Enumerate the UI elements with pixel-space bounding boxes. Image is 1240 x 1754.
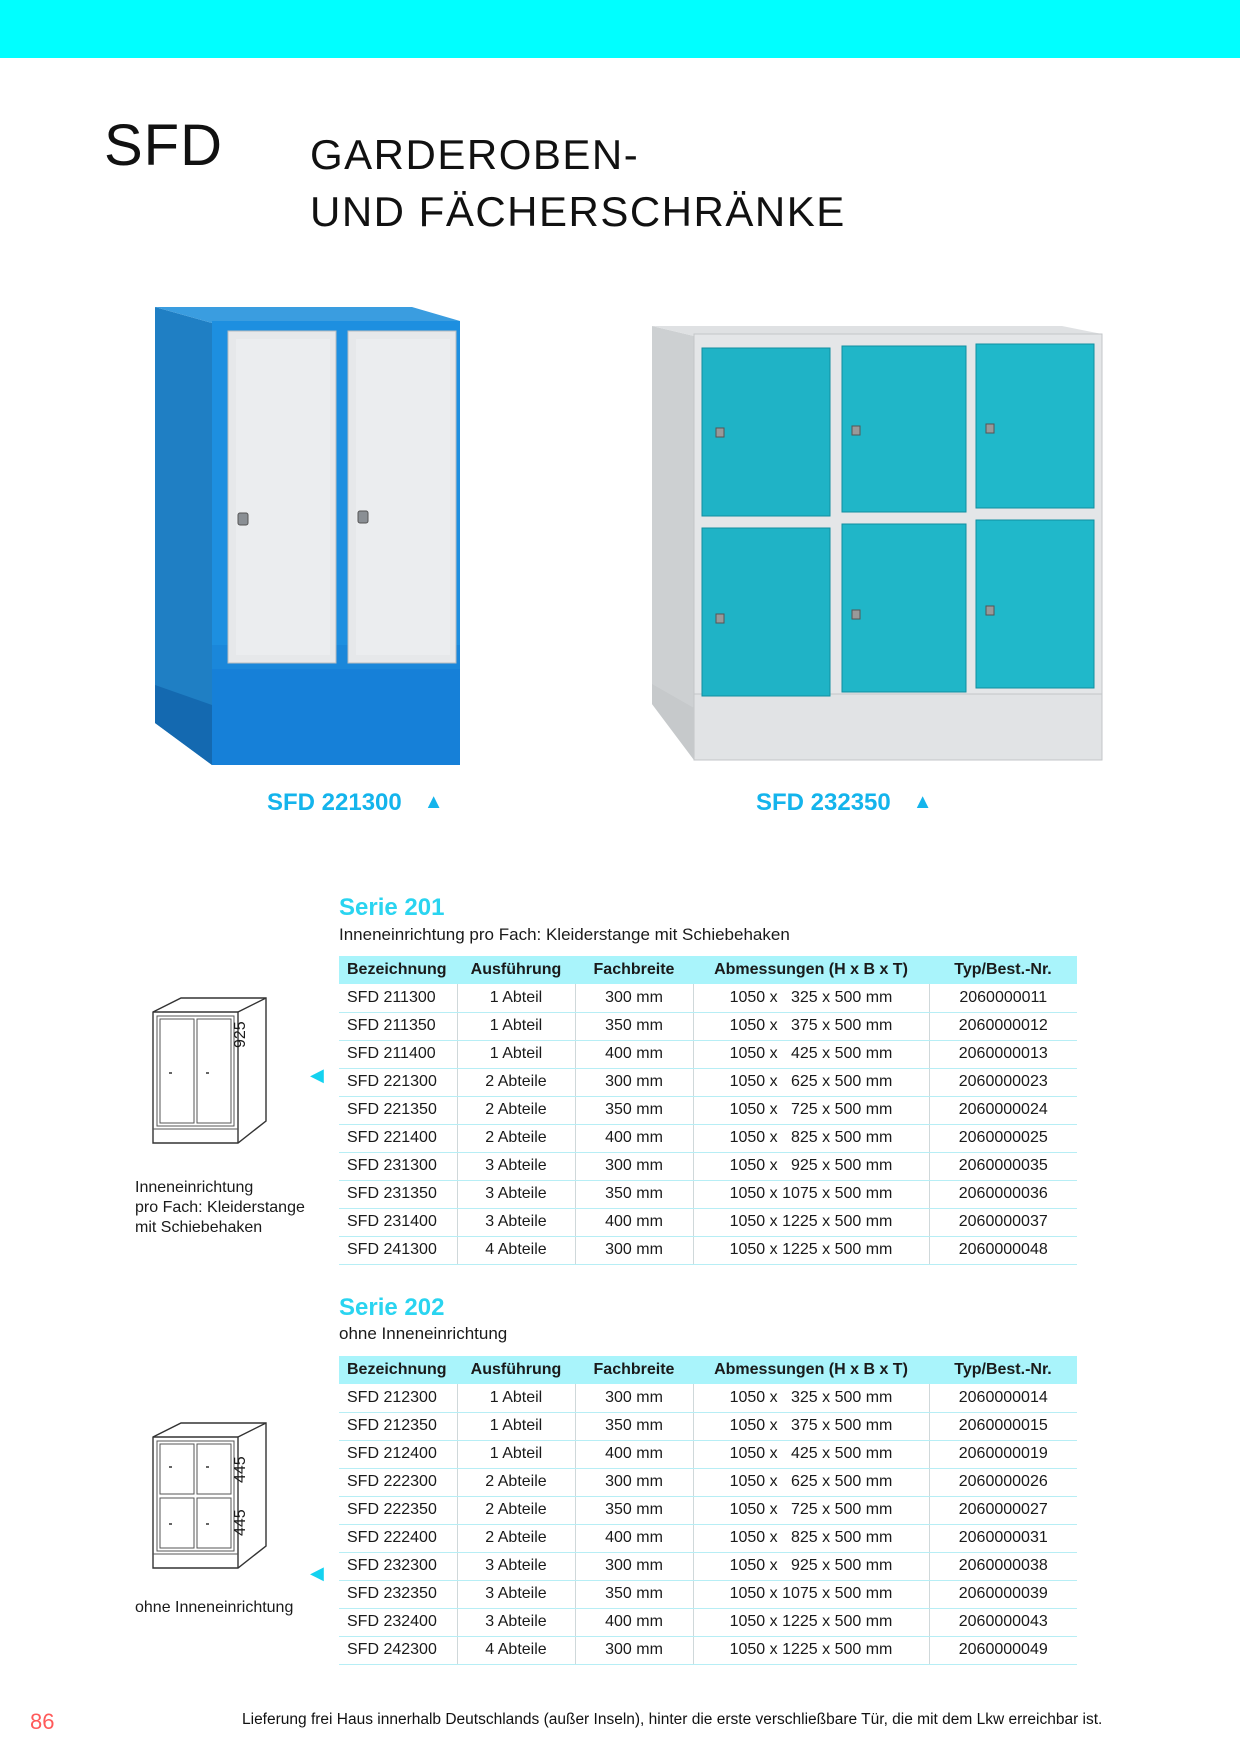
table-cell: 2060000026 — [929, 1468, 1077, 1496]
table-cell: 300 mm — [575, 1384, 693, 1412]
table-cell: SFD 221300 — [339, 1068, 457, 1096]
side-note-line: ohne Inneneinrichtung — [135, 1599, 294, 1616]
table-row — [339, 1580, 1077, 1608]
title-line-2: UND FÄCHERSCHRÄNKE — [310, 188, 846, 235]
table-cell: 300 mm — [575, 1552, 693, 1580]
table-cell: 400 mm — [575, 1608, 693, 1636]
serie-202-side-note — [135, 1598, 293, 1618]
table-row — [339, 1208, 1077, 1236]
table-cell: 1 Abteil — [457, 1412, 575, 1440]
dimension-label-925: 925 — [232, 1021, 249, 1048]
table-cell: 1050 x 375 x 500 mm — [693, 1012, 929, 1040]
serie-202-table — [339, 1356, 1077, 1665]
table-row — [339, 1068, 1077, 1096]
product-caption-2-label: SFD 232350 — [756, 789, 891, 816]
table-header-row — [339, 956, 1077, 984]
serie-201-side-note — [135, 1178, 305, 1238]
table-cell: 2060000036 — [929, 1180, 1077, 1208]
table-cell: 2060000039 — [929, 1580, 1077, 1608]
table-cell: 2060000013 — [929, 1040, 1077, 1068]
table-cell: 400 mm — [575, 1208, 693, 1236]
top-accent-bar — [0, 0, 1240, 58]
table-row — [339, 984, 1077, 1012]
table-row — [339, 1608, 1077, 1636]
column-header: Abmessungen (H x B x T) — [693, 956, 929, 984]
table-cell: 300 mm — [575, 1636, 693, 1664]
schematic-serie-202 — [150, 1420, 275, 1572]
pointer-left-icon: ◀ — [310, 1065, 324, 1085]
table-cell: SFD 231400 — [339, 1208, 457, 1236]
triangle-up-icon: ▲ — [912, 791, 933, 813]
table-cell: 2 Abteile — [457, 1068, 575, 1096]
triangle-up-icon: ▲ — [423, 791, 444, 813]
table-cell: 1 Abteil — [457, 1012, 575, 1040]
column-header: Fachbreite — [575, 1356, 693, 1384]
table-cell: SFD 242300 — [339, 1636, 457, 1664]
table-cell: 4 Abteile — [457, 1236, 575, 1264]
table-cell: 2060000023 — [929, 1068, 1077, 1096]
table-cell: SFD 232300 — [339, 1552, 457, 1580]
table-cell: 2060000043 — [929, 1608, 1077, 1636]
side-note-line: mit Schiebehaken — [135, 1219, 263, 1236]
table-cell: 1050 x 1075 x 500 mm — [693, 1580, 929, 1608]
serie-202-subtitle: ohne Inneneinrichtung — [339, 1324, 508, 1343]
table-cell: 2 Abteile — [457, 1468, 575, 1496]
table-cell: 1050 x 325 x 500 mm — [693, 1384, 929, 1412]
table-cell: 300 mm — [575, 1068, 693, 1096]
table-cell: SFD 232400 — [339, 1608, 457, 1636]
table-cell: 2 Abteile — [457, 1524, 575, 1552]
table-cell: 2060000011 — [929, 984, 1077, 1012]
table-cell: 2060000024 — [929, 1096, 1077, 1124]
footer-delivery-note: Lieferung frei Haus innerhalb Deutschlands (außer Inseln), hinter die erste verschließbare Tür, die mit dem Lkw erreichbar ist. — [242, 1711, 1103, 1728]
table-cell: 1050 x 1225 x 500 mm — [693, 1636, 929, 1664]
table-cell: 1050 x 625 x 500 mm — [693, 1468, 929, 1496]
serie-201-subtitle: Inneneinrichtung pro Fach: Kleiderstange mit Schiebehaken — [339, 925, 790, 944]
product-code-title: SFD — [104, 113, 223, 178]
column-header: Bezeichnung — [339, 956, 457, 984]
product-caption-1-label: SFD 221300 — [267, 789, 402, 816]
table-cell: 3 Abteile — [457, 1580, 575, 1608]
table-cell: SFD 232350 — [339, 1580, 457, 1608]
table-cell: 2060000012 — [929, 1012, 1077, 1040]
table-cell: 1050 x 725 x 500 mm — [693, 1096, 929, 1124]
table-cell: 400 mm — [575, 1040, 693, 1068]
table-cell: SFD 211300 — [339, 984, 457, 1012]
table-cell: 3 Abteile — [457, 1208, 575, 1236]
table-cell: 2060000037 — [929, 1208, 1077, 1236]
table-cell: 400 mm — [575, 1524, 693, 1552]
table-cell: 300 mm — [575, 1468, 693, 1496]
dimension-label-upper: 445 — [232, 1456, 249, 1483]
table-cell: SFD 221350 — [339, 1096, 457, 1124]
table-cell: 350 mm — [575, 1096, 693, 1124]
table-cell: 2060000019 — [929, 1440, 1077, 1468]
table-cell: SFD 211350 — [339, 1012, 457, 1040]
table-cell: 3 Abteile — [457, 1608, 575, 1636]
table-cell: SFD 241300 — [339, 1236, 457, 1264]
table-cell: 350 mm — [575, 1180, 693, 1208]
table-row — [339, 1552, 1077, 1580]
schematic-serie-201 — [150, 995, 275, 1147]
table-cell: 2060000035 — [929, 1152, 1077, 1180]
title-line-1: GARDEROBEN- — [310, 131, 640, 178]
table-cell: SFD 221400 — [339, 1124, 457, 1152]
table-cell: 350 mm — [575, 1496, 693, 1524]
table-cell: 1 Abteil — [457, 1384, 575, 1412]
table-cell: 350 mm — [575, 1012, 693, 1040]
column-header: Fachbreite — [575, 956, 693, 984]
table-cell: SFD 231350 — [339, 1180, 457, 1208]
table-row — [339, 1412, 1077, 1440]
table-row — [339, 1496, 1077, 1524]
table-cell: 1050 x 925 x 500 mm — [693, 1152, 929, 1180]
column-header: Bezeichnung — [339, 1356, 457, 1384]
table-cell: SFD 231300 — [339, 1152, 457, 1180]
table-cell: 4 Abteile — [457, 1636, 575, 1664]
page-title — [310, 126, 846, 240]
table-cell: 350 mm — [575, 1580, 693, 1608]
product-image-sfd-232350 — [652, 324, 1104, 764]
serie-201-title: Serie 201 — [339, 894, 445, 921]
table-cell: 1050 x 325 x 500 mm — [693, 984, 929, 1012]
table-cell: 3 Abteile — [457, 1180, 575, 1208]
table-cell: 1050 x 825 x 500 mm — [693, 1124, 929, 1152]
serie-201-table — [339, 956, 1077, 1265]
table-cell: 2060000048 — [929, 1236, 1077, 1264]
table-cell: 1050 x 825 x 500 mm — [693, 1524, 929, 1552]
table-cell: 1 Abteil — [457, 1040, 575, 1068]
table-cell: 350 mm — [575, 1412, 693, 1440]
table-cell: 3 Abteile — [457, 1152, 575, 1180]
column-header: Typ/Best.-Nr. — [929, 956, 1077, 984]
table-cell: 300 mm — [575, 1152, 693, 1180]
column-header: Ausführung — [457, 1356, 575, 1384]
table-cell: SFD 212350 — [339, 1412, 457, 1440]
table-cell: 2060000027 — [929, 1496, 1077, 1524]
table-row — [339, 1096, 1077, 1124]
table-row — [339, 1040, 1077, 1068]
table-cell: 1050 x 625 x 500 mm — [693, 1068, 929, 1096]
product-caption-1 — [267, 789, 444, 817]
table-cell: 2060000014 — [929, 1384, 1077, 1412]
table-row — [339, 1384, 1077, 1412]
table-cell: 1050 x 1075 x 500 mm — [693, 1180, 929, 1208]
table-cell: 2060000031 — [929, 1524, 1077, 1552]
table-cell: 3 Abteile — [457, 1552, 575, 1580]
table-cell: 1050 x 925 x 500 mm — [693, 1552, 929, 1580]
table-cell: 1 Abteil — [457, 1440, 575, 1468]
table-row — [339, 1636, 1077, 1664]
table-cell: 2060000049 — [929, 1636, 1077, 1664]
column-header: Typ/Best.-Nr. — [929, 1356, 1077, 1384]
dimension-label-lower: 445 — [232, 1509, 249, 1536]
table-row — [339, 1180, 1077, 1208]
table-cell: SFD 212300 — [339, 1384, 457, 1412]
side-note-line: pro Fach: Kleiderstange — [135, 1199, 305, 1216]
column-header: Abmessungen (H x B x T) — [693, 1356, 929, 1384]
side-note-line: Inneneinrichtung — [135, 1179, 254, 1196]
table-cell: SFD 212400 — [339, 1440, 457, 1468]
table-header-row — [339, 1356, 1077, 1384]
serie-202-title: Serie 202 — [339, 1294, 445, 1321]
product-image-sfd-221300 — [150, 305, 470, 771]
table-row — [339, 1152, 1077, 1180]
product-caption-2 — [756, 789, 933, 817]
pointer-left-icon: ◀ — [310, 1563, 324, 1583]
table-row — [339, 1236, 1077, 1264]
table-row — [339, 1524, 1077, 1552]
table-row — [339, 1012, 1077, 1040]
table-cell: 300 mm — [575, 1236, 693, 1264]
table-cell: 1 Abteil — [457, 984, 575, 1012]
table-cell: 2060000015 — [929, 1412, 1077, 1440]
table-cell: SFD 211400 — [339, 1040, 457, 1068]
table-row — [339, 1124, 1077, 1152]
table-cell: 2060000038 — [929, 1552, 1077, 1580]
table-cell: 1050 x 1225 x 500 mm — [693, 1608, 929, 1636]
table-cell: SFD 222400 — [339, 1524, 457, 1552]
table-row — [339, 1468, 1077, 1496]
table-cell: 2 Abteile — [457, 1496, 575, 1524]
serie-202-rows — [339, 1384, 1077, 1664]
table-cell: 1050 x 1225 x 500 mm — [693, 1208, 929, 1236]
column-header: Ausführung — [457, 956, 575, 984]
table-cell: 2 Abteile — [457, 1096, 575, 1124]
table-cell: 2060000025 — [929, 1124, 1077, 1152]
table-cell: 2 Abteile — [457, 1124, 575, 1152]
table-cell: 400 mm — [575, 1440, 693, 1468]
table-cell: 300 mm — [575, 984, 693, 1012]
table-cell: SFD 222350 — [339, 1496, 457, 1524]
table-cell: 400 mm — [575, 1124, 693, 1152]
table-cell: 1050 x 1225 x 500 mm — [693, 1236, 929, 1264]
table-cell: 1050 x 725 x 500 mm — [693, 1496, 929, 1524]
table-cell: 1050 x 425 x 500 mm — [693, 1040, 929, 1068]
table-cell: 1050 x 425 x 500 mm — [693, 1440, 929, 1468]
table-row — [339, 1440, 1077, 1468]
serie-201-rows — [339, 984, 1077, 1264]
page-number: 86 — [30, 1709, 55, 1734]
table-cell: SFD 222300 — [339, 1468, 457, 1496]
table-cell: 1050 x 375 x 500 mm — [693, 1412, 929, 1440]
